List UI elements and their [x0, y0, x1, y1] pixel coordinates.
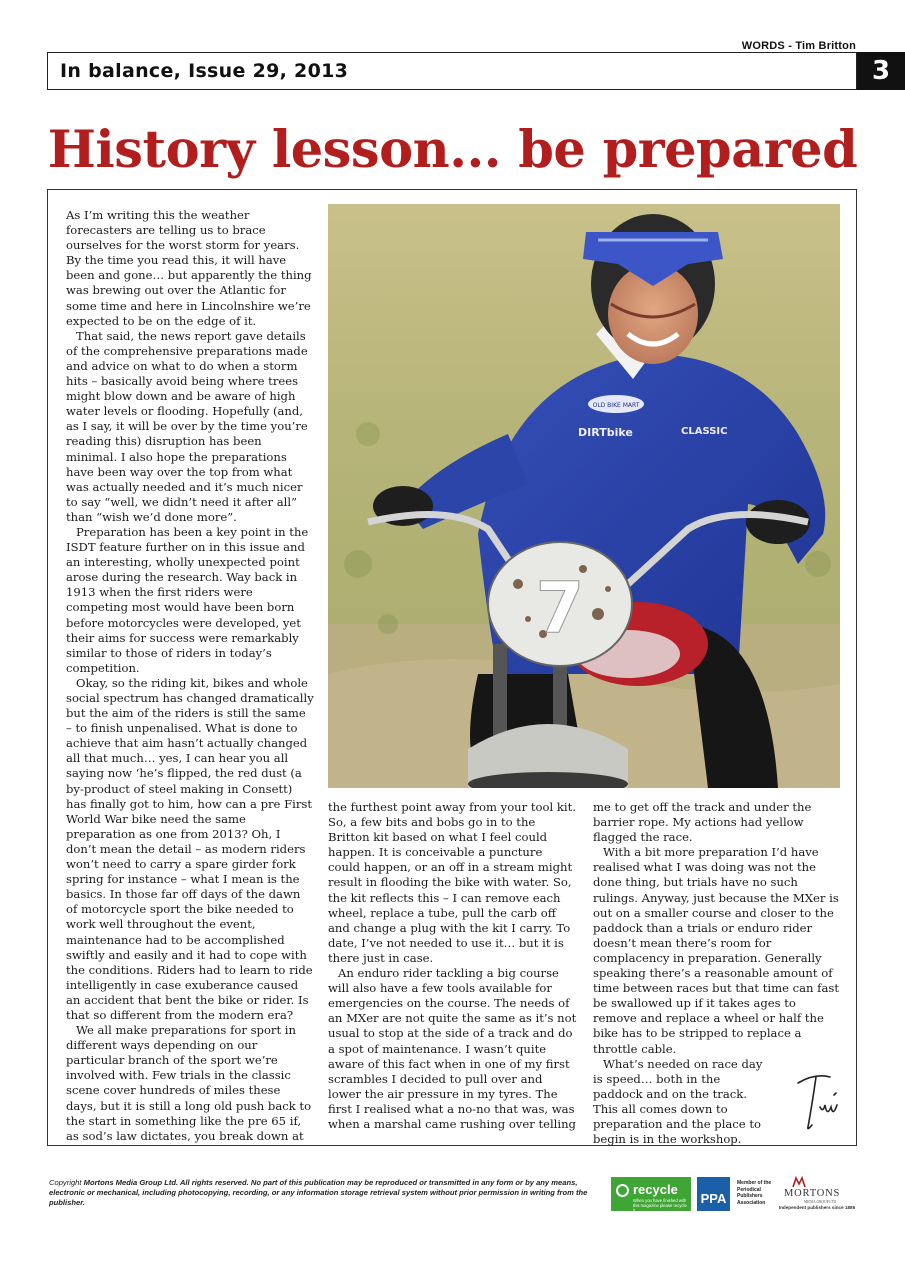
paragraph: As I’m writing this the weather forecasters are telling us to brace ourselves for the worst storm for years. By the time you read this, it will have been and gone… but apparently the thing was brewing out over the Atlantic for some time and here in Lincolnshire we’re expected to be on the edge of it.	[66, 208, 312, 328]
jersey-badge-text: OLD BIKE MART	[592, 402, 640, 409]
recycle-label: recycle	[633, 1182, 678, 1197]
jersey-logo-right: CLASSIC	[681, 426, 728, 437]
issue-header-bar	[47, 52, 857, 90]
paragraph: Okay, so the riding kit, bikes and whole social spectrum has changed dramatically but the aim of the riders is still the same – to finish unpenalised. What is done to achieve that aim hasn’t actually changed all that much… yes, I can hear you all saying now ‘he’s flipped, the red dust (a by-product of steel making in Consett) has finally got to him, how can a pre First World War bike need the same preparation as one from 2013? Oh, I don’t mean the detail – as modern riders won’t need to carry a spare girder fork spring for instance – what I mean is the basics. In those far off days of the dawn of motorcycle sport the bike needed to work well throughout the event, maintenance had to be accomplished swiftly and easily and it had to cope with the conditions. Riders had to learn to ride intelligently in case exuberance caused an accident that bent the bike or rider. Is that so different from the modern era?	[66, 675, 314, 1022]
number-plate: 7	[535, 567, 585, 649]
paragraph: me to get off the track and under the barrier rope. My actions had yellow flagged the race.	[593, 800, 812, 845]
rider-photo-illustration	[328, 204, 840, 788]
paragraph: What’s needed on race day is speed… both in the paddock and on the track. This all comes down to preparation and the place to begin is in the workshop.	[593, 1056, 763, 1147]
author-signature	[790, 1065, 850, 1135]
jersey-logo-left: DIRTbike	[578, 426, 633, 439]
copyright-text: Mortons Media Group Ltd. All rights reserved. No part of this publication may be reproduced or transmitted in any form or by any means, electronic or mechanical, including photocopying, recording, or any information storage retrieval system without prior permission in writing from the publisher.	[49, 1178, 588, 1207]
paragraph: With a bit more preparation I’d have realised what I was doing was not the done thing, but trials have no such rulings. Anyway, just because the MXer is out on a smaller course and closer to the paddock than a trials or enduro rider doesn’t mean there’s room for complacency in preparation. Generally speaking there’s a reasonable amount of time between races but that time can fast be swallowed up if it takes ages to remove and replace a wheel or half the bike has to be stripped to replace a throttle cable.	[593, 845, 839, 1056]
recycle-subtext: When you have finished with this magazine please recycle it	[633, 1198, 687, 1213]
article-column-2	[328, 800, 578, 1132]
ppa-logo: PPA	[697, 1177, 730, 1211]
page-number: 3	[857, 52, 905, 90]
mortons-logo	[776, 1175, 856, 1215]
article-column-1	[66, 208, 314, 1144]
ppa-member-text: Member of the Periodical Publishers Association	[737, 1180, 772, 1206]
paragraph: the furthest point away from your tool kit. So, a few bits and bobs go in to the Britton kit based on what I feel could happen. It is conceivable a puncture could happen, or an off in a stream might result in flooding the bike with water. So, the kit reflects this – I can remove each wheel, replace a tube, pull the carb off and change a plug with the kit I carry. To date, I’ve not needed to use it… but it is there just in case.	[328, 800, 576, 965]
mortons-subtitle: MEDIA GROUP LTD	[804, 1200, 837, 1204]
byline-credit: WORDS - Tim Britton	[741, 40, 856, 52]
copyright-notice	[49, 1178, 609, 1208]
copyright-label: Copyright	[49, 1178, 82, 1187]
mortons-name: MORTONS	[784, 1188, 841, 1199]
paragraph: We all make preparations for sport in different ways depending on our particular branch of the sport we’re involved with. Few trials in the classic scene cover hundreds of miles these days, but it is still a long old push back to the start in something like the pre 65 if, as sod’s law dictates, you break down at	[66, 1023, 312, 1143]
recycle-logo	[611, 1177, 691, 1211]
paragraph: Preparation has been a key point in the ISDT feature further on in this issue and an interesting, wholly unexpected point arose during the research. Way back in 1913 when the first riders were competing most would have been born before motorcycles were developed, yet their aims for success were remarkably similar to those of riders in today’s competition.	[66, 524, 309, 675]
recycle-icon	[616, 1184, 629, 1197]
paragraph: That said, the news report gave details of the comprehensive preparations made and advice on what to do when a storm hits – basically avoid being where trees might blow down and be aware of high water levels or flooding. Hopefully (and, as I say, it will be over by the time you’re reading this) disruption has been minimal. I also hope the preparations have been way over the top from what was actually needed and it’s much nicer to say “well, we didn’t need it after all” than “wish we’d done more”.	[66, 328, 308, 524]
issue-title: In balance, Issue 29, 2013	[60, 60, 349, 82]
article-headline: History lesson... be prepared	[47, 120, 858, 180]
rider-photo	[328, 204, 840, 788]
paragraph: An enduro rider tackling a big course will also have a few tools available for emergencies on the course. The needs of an MXer are not quite the same as it’s not usual to stop at the side of a track and do a spot of maintenance. I wasn’t quite aware of this fact when in one of my first scrambles I decided to pull over and lower the air pressure in my tyres. The first I realised what a no-no that was, was when a marshal came rushing over telling	[328, 966, 577, 1131]
mortons-mark-icon	[792, 1176, 806, 1188]
mortons-tagline: Independent publishers since 1885	[778, 1205, 856, 1210]
